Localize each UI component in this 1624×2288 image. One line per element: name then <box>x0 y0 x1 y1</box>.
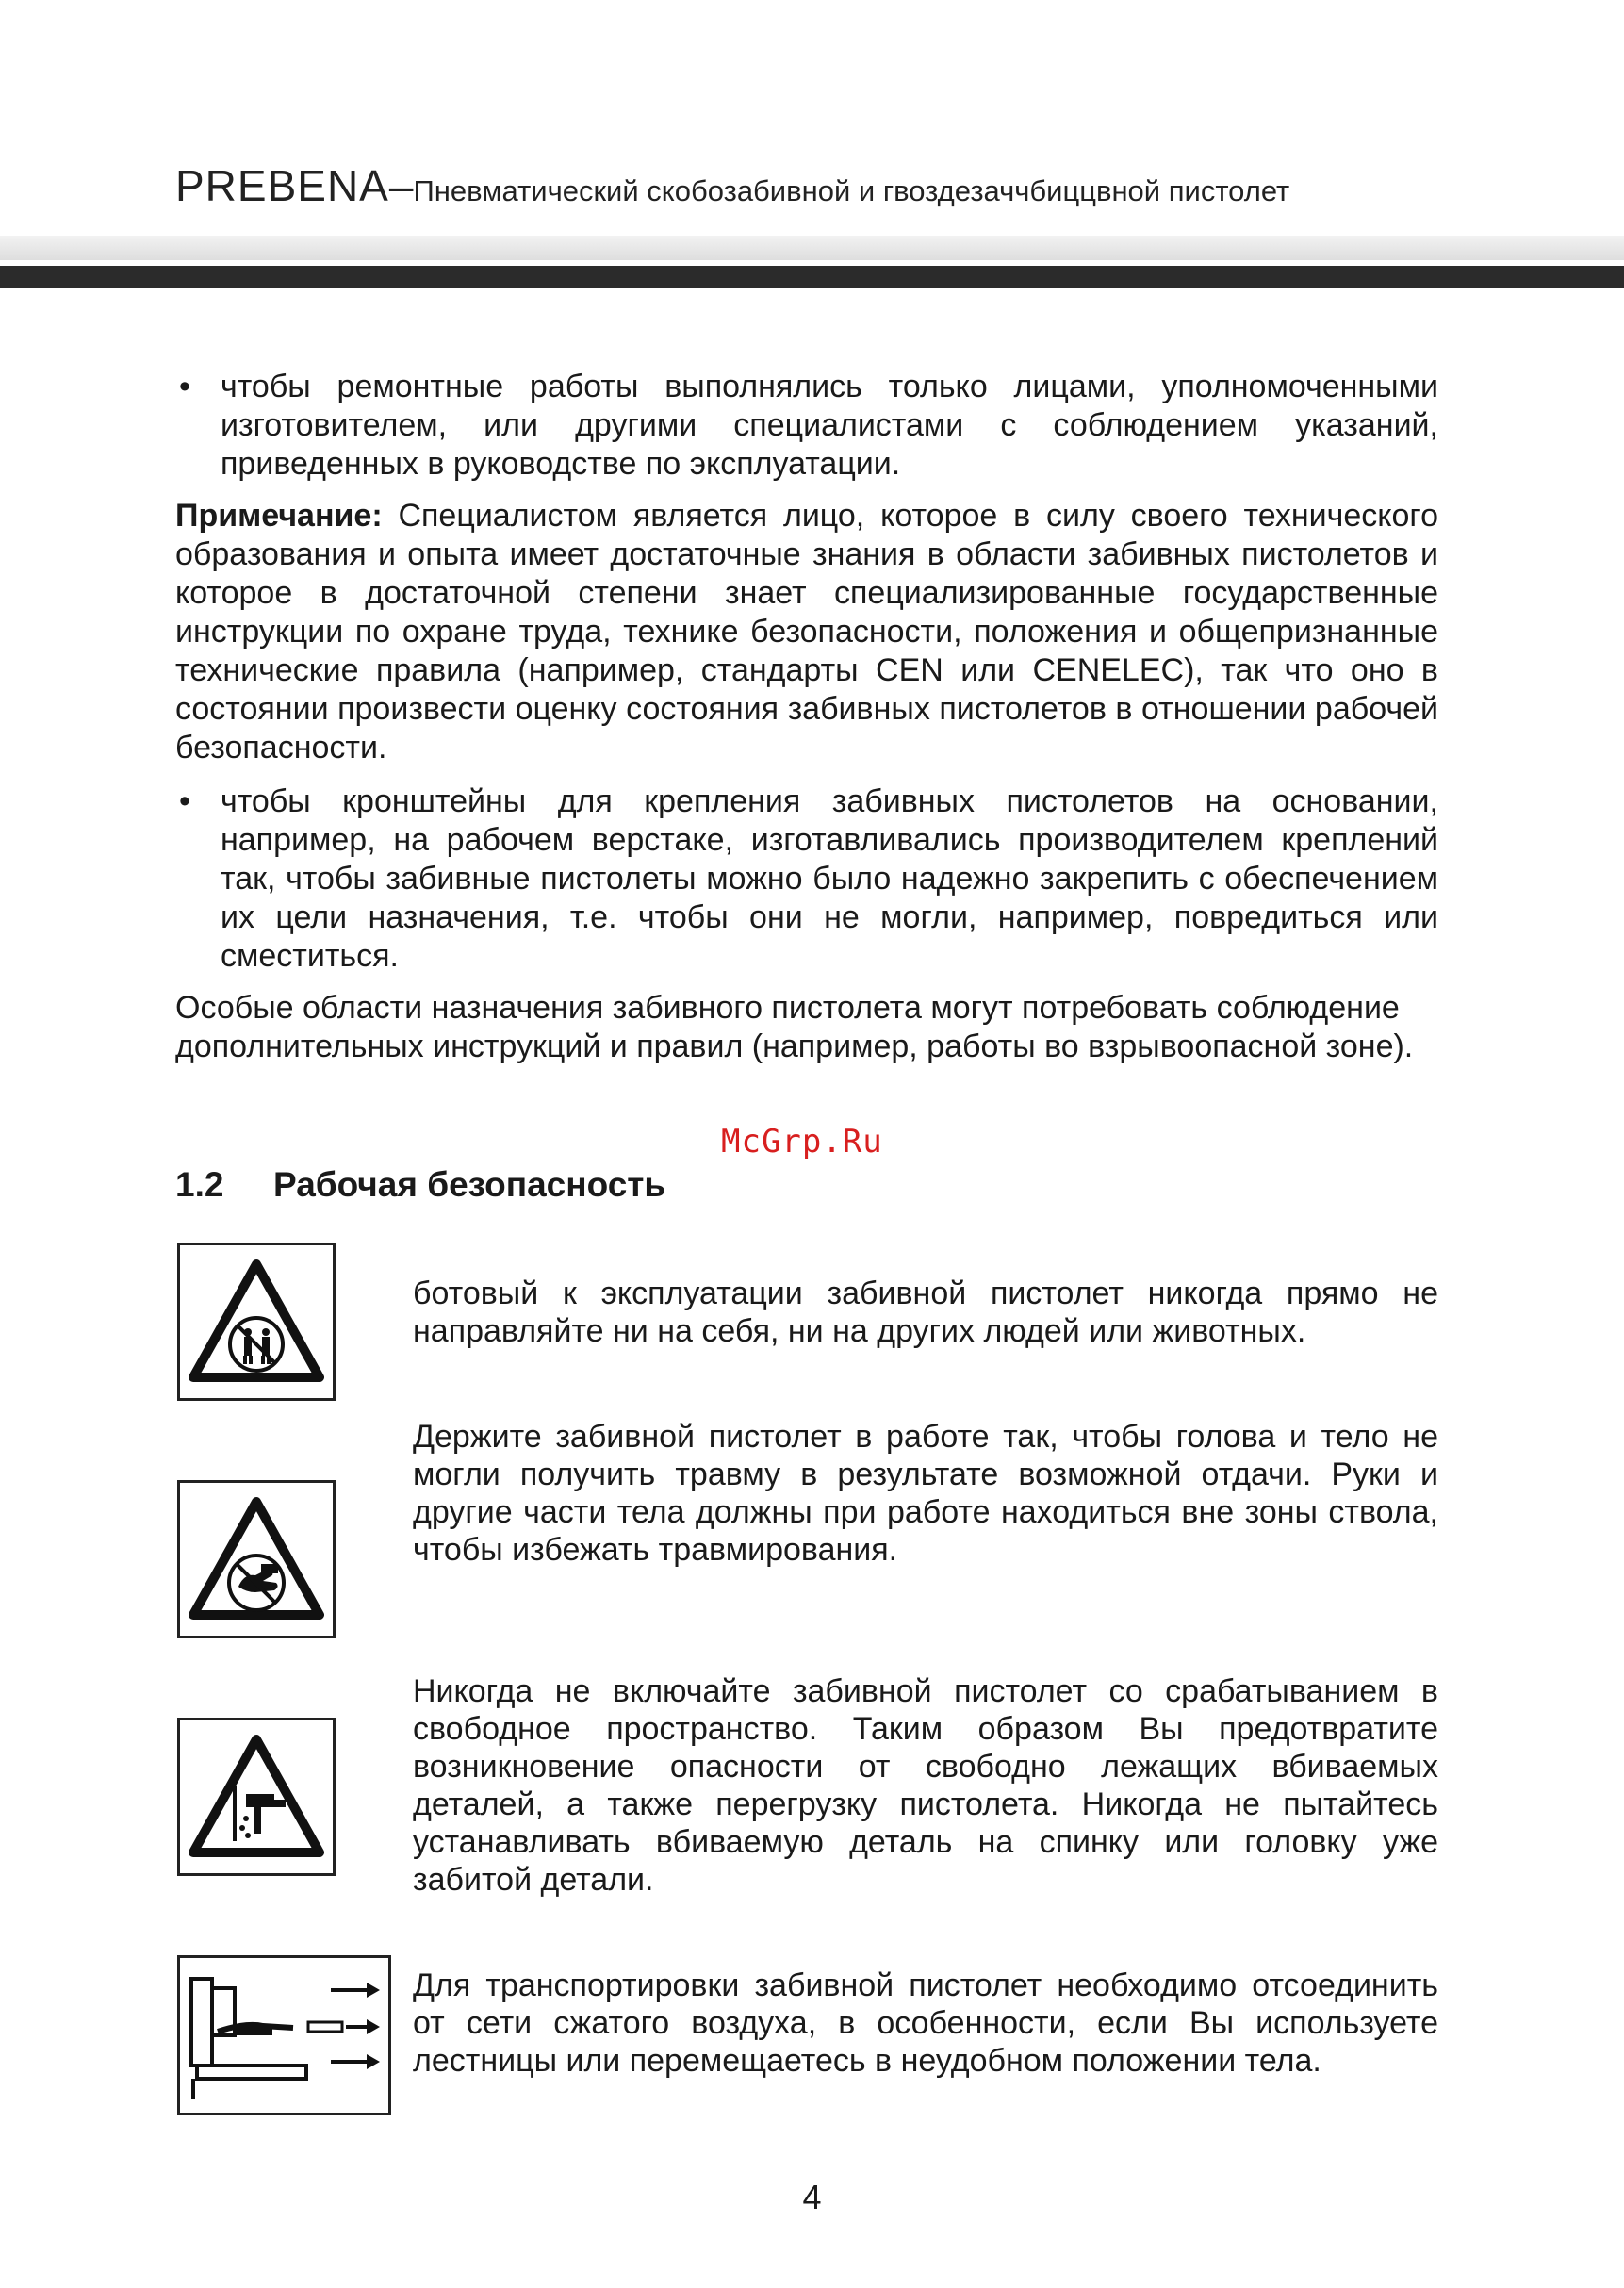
header-subtitle: Пневматический скобозабивной и гвоздезаччбиццвной пистолет <box>413 174 1290 207</box>
page-number: 4 <box>802 2178 822 2216</box>
no-pointing-at-people-warning-icon <box>177 1243 336 1401</box>
section-title: Рабочая безопасность <box>273 1165 666 1204</box>
note-paragraph <box>175 497 1438 767</box>
brand-name: PREBENA <box>175 161 389 210</box>
safety-text: ботовый к эксплуатации забивной пистолет никогда прямо не направляйте ни на себя, ни на других людей или животных. <box>413 1276 1438 1349</box>
note-text: Специалистом является лицо, которое в силу своего технического образования и опыта имеет достаточные знания в области забивных пистолетов и которое в достаточной степени знает специализированные государственные инструкции по охране труда, технике безопасности, положения и общепризнанные технические правила (например, стандарты CEN или CENELEC), так что оно в состоянии произвести оценку состояния забивных пистолетов в отношении рабочей безопасности. <box>175 498 1438 765</box>
watermark-text: McGrp.Ru <box>721 1123 883 1160</box>
header-dark-band <box>0 266 1624 288</box>
disconnect-air-hose-icon <box>177 1955 391 2115</box>
bullet-text: чтобы кронштейны для крепления забивных пистолетов на основании, например, на рабочем верстаке, изготавливались производителем креплений так, чтобы забивные пистолеты можно было надежно закрепить с обеспечением их цели назначения, т.е. чтобы они не могли, например, повредиться или сместиться. <box>221 783 1438 974</box>
bullet-dot-icon: • <box>179 783 190 819</box>
hand-injury-warning-icon <box>177 1480 336 1638</box>
safety-text: Никогда не включайте забивной пистолет со срабатыванием в свободное пространство. Таким образом Вы предотвратите возникновение опасности от свободно лежащих вбиваемых деталей, а также перегрузку пистолета. Никогда не пытайтесь устанавливать вбиваемую деталь на спинку или головку уже забитой детали. <box>413 1673 1438 1898</box>
safety-text: Держите забивной пистолет в работе так, чтобы голова и тело не могли получить травму в результате возможной отдачи. Руки и другие части тела должны при работе находиться вне зоны ствола, чтобы избежать травмирования. <box>413 1419 1438 1568</box>
bullet-text: чтобы ремонтные работы выполнялись только лицами, уполномоченными изготовителем, или другими специалистами с соблюдением указаний, приведенных в руководстве по эксплуатации. <box>221 369 1438 482</box>
no-firing-into-air-warning-icon <box>177 1718 336 1876</box>
page-header <box>0 0 1624 292</box>
bullet-item <box>175 782 1438 976</box>
bullet-item <box>175 368 1438 484</box>
header-title <box>175 160 1289 211</box>
main-content <box>175 368 1438 1081</box>
section-heading <box>175 1165 665 1205</box>
header-light-band <box>0 236 1624 260</box>
note-label: Примечание: <box>175 498 383 534</box>
safety-text: Для транспортировки забивной пистолет необходимо отсоединить от сети сжатого воздуха, в особенности, если Вы используете лестницы или перемещаетесь в неудобном положении тела. <box>413 1967 1438 2079</box>
brand-separator: – <box>388 161 414 210</box>
special-areas-paragraph: Особые области назначения забивного пистолета могут потребовать соблюдение дополнительных инструкций и правил (например, работы во взрывоопасной зоне). <box>175 990 1414 1064</box>
section-number: 1.2 <box>175 1165 224 1204</box>
bullet-dot-icon: • <box>179 369 190 404</box>
